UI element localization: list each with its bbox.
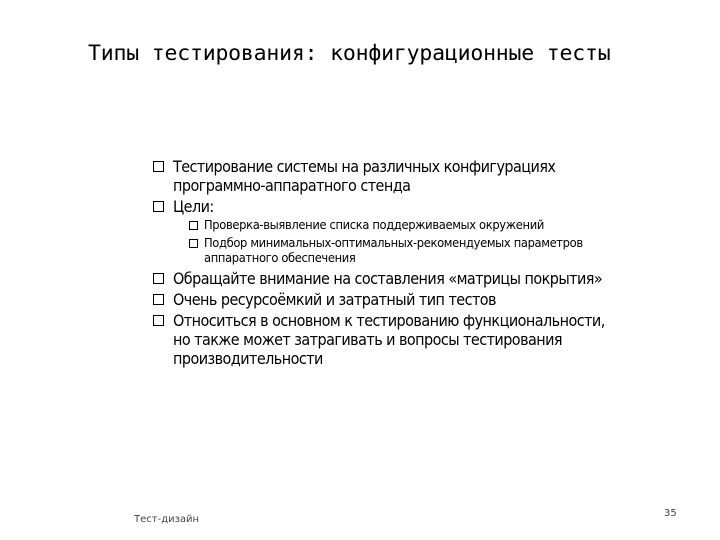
sub-bullet-text: Подбор минимальных-оптимальных-рекомендуемых параметров аппаратного обеспечения	[204, 235, 583, 266]
bullet-list	[153, 157, 623, 370]
slide-title: Типы тестирования: конфигурационные тесты	[88, 41, 611, 66]
checkbox-bullet-icon	[153, 315, 164, 326]
page-number: 35	[664, 508, 677, 519]
sub-bullet-text: Проверка-выявление списка поддерживаемых окружений	[204, 218, 544, 233]
bullet-text: Относиться в основном к тестированию функциональности, но также может затрагивать и вопросы тестирования производительности	[173, 310, 605, 368]
checkbox-bullet-icon	[153, 161, 164, 172]
sub-bullet-item	[189, 236, 623, 267]
sub-bullet-item	[189, 218, 623, 234]
bullet-text: Очень ресурсоёмкий и затратный тип тестов	[173, 289, 496, 309]
bullet-item	[153, 311, 623, 368]
checkbox-bullet-icon	[153, 273, 164, 284]
checkbox-bullet-icon	[189, 221, 198, 230]
bullet-text: Цели:	[173, 197, 214, 216]
bullet-item	[153, 269, 623, 288]
bullet-text: Обращайте внимание на составления «матрицы покрытия»	[173, 268, 603, 288]
bullet-item	[153, 290, 623, 309]
checkbox-bullet-icon	[153, 201, 164, 212]
bullet-text: Тестирование системы на различных конфигурациях программно-аппаратного стенда	[173, 157, 556, 195]
checkbox-bullet-icon	[189, 239, 198, 248]
bullet-item	[153, 157, 623, 195]
bullet-item	[153, 197, 623, 216]
sub-bullet-list	[189, 218, 623, 267]
checkbox-bullet-icon	[153, 294, 164, 305]
footer-label: Тест-дизайн	[134, 514, 200, 525]
